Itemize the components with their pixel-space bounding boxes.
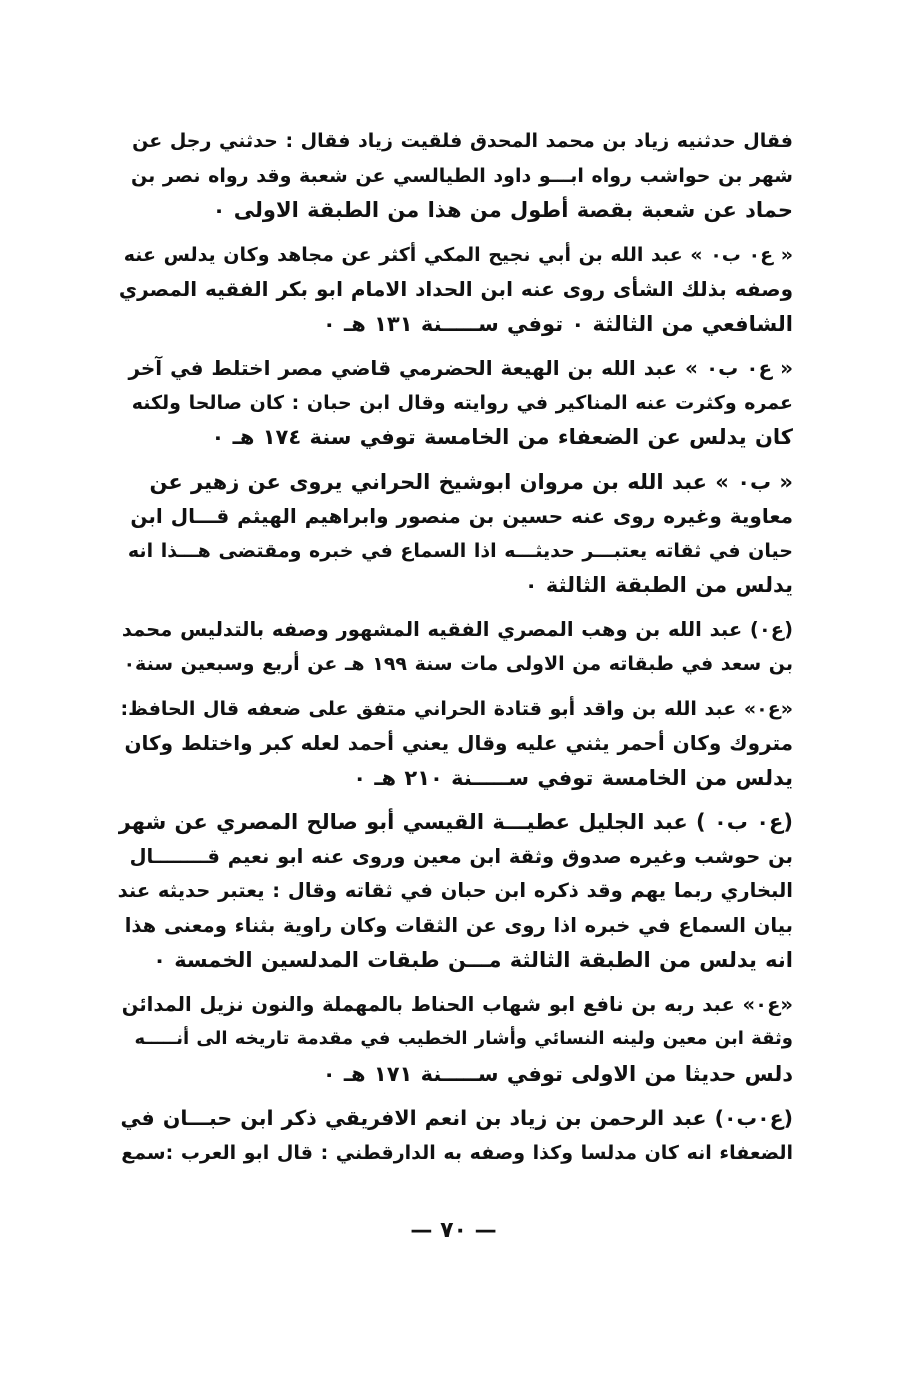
- text-line: «ع٠» عبد الله بن واقد أبو قتادة الحراني متفق على ضعفه قال الحافظ:: [120, 697, 793, 720]
- text-line: معاوية وغيره روى عنه حسين بن منصور وابراهيم الهيثم قـــال ابن: [130, 504, 793, 528]
- text-line: (ع٠ب٠) عبد الرحمن بن زياد بن انعم الافريقي ذكر ابن حبـــان في: [120, 1106, 793, 1130]
- text-line: بيان السماع في خبره اذا روى عن الثقات وكان راوية بثناء ومعنى هذا: [124, 913, 793, 937]
- text-line: وصفه بذلك الشأى روى عنه ابن الحداد الامام ابو بكر الفقيه المصري: [118, 277, 793, 301]
- text-line: يدلس من الخامسة توفي ســـــنة ٢١٠ هـ ٠: [353, 765, 793, 790]
- paragraph-3: [118, 351, 793, 455]
- text-line: الشافعي من الثالثة ٠ توفي ســـــنة ١٣١ هـ ٠: [322, 311, 793, 336]
- text-line: بن سعد في طبقاته من الاولى مات سنة ١٩٩ هـ عن أربع وسبعين سنة٠: [123, 653, 793, 675]
- page-body: [118, 124, 793, 1180]
- paragraph-6: [118, 692, 793, 796]
- text-line: يدلس من الطبقة الثالثة ٠: [524, 573, 793, 597]
- text-line: حماد عن شعبة بقصة أطول من هذا من الطبقة الاولى ٠: [212, 198, 793, 222]
- text-line: انه يدلس من الطبقة الثالثة مـــن طبقات المدلسين الخمسة ٠: [153, 948, 793, 972]
- paragraph-7: [118, 805, 793, 978]
- text-line: دلس حديثا من الاولى توفي ســـــنة ١٧١ هـ ٠: [322, 1061, 793, 1086]
- paragraph-1: [118, 124, 793, 228]
- text-line: « ع٠ ب٠ » عبد الله بن الهيعة الحضرمي قاضي مصر اختلط في آخر: [128, 356, 793, 380]
- paragraph-8: [118, 988, 793, 1092]
- paragraph-5: [118, 613, 793, 682]
- page-number: — ٧٠ —: [410, 1218, 497, 1243]
- text-line: «ع٠» عبد ربه بن نافع ابو شهاب الحناط بالمهملة والنون نزيل المدائن: [121, 992, 793, 1016]
- text-line: وثقة ابن معين ولينه النسائي وأشار الخطيب في مقدمة تاريخه الى أنـــــه: [134, 1028, 793, 1049]
- paragraph-9: [118, 1101, 793, 1170]
- text-line: حيان في ثقاته يعتبـــر حديثـــه اذا السماع في خبره ومقتضى هـــذا انه: [127, 539, 793, 562]
- text-line: « ع٠ ب٠ » عبد الله بن أبي نجيح المكي أكثر عن مجاهد وكان يدلس عنه: [123, 243, 793, 266]
- text-line: متروك وكان أحمر يثني عليه وقال يعني أحمد لعله كبر واختلط وكان: [124, 731, 793, 755]
- text-line: بن حوشب وغيره صدوق وثقة ابن معين وروى عنه ابو نعيم قــــــــال: [129, 844, 793, 868]
- paragraph-2: [118, 238, 793, 342]
- text-line: فقال حدثنيه زياد بن محمد المحدق فلقيت زياد فقال : حدثني رجل عن: [132, 130, 793, 152]
- text-line: (ع٠) عبد الله بن وهب المصري الفقيه المشهور وصفه بالتدليس محمد: [121, 617, 793, 641]
- text-line: شهر بن حواشب رواه ابـــو داود الطيالسي عن شعبة وقد رواه نصر بن: [130, 164, 793, 187]
- text-line: كان يدلس عن الضعفاء من الخامسة توفي سنة ١٧٤ هـ ٠: [211, 425, 793, 449]
- text-line: عمره وكثرت عنه المناكير في روايته وقال ابن حبان : كان صالحا ولكنه: [131, 391, 793, 414]
- text-line: البخاري ربما يهم وقد ذكره ابن حبان في ثقاته وقال : يعتبر حديثه عند: [118, 879, 793, 902]
- paragraph-4: [118, 465, 793, 603]
- text-line: « ب٠ » عبد الله بن مروان ابوشيخ الحراني يروى عن زهير عن: [149, 469, 793, 494]
- text-line: (ع٠ ب٠ ) عبد الجليل عطيـــة القيسي أبو صالح المصري عن شهر: [118, 810, 793, 834]
- text-line: الضعفاء انه كان مدلسا وكذا وصفه به الدارقطني : قال ابو العرب :سمع: [121, 1141, 793, 1164]
